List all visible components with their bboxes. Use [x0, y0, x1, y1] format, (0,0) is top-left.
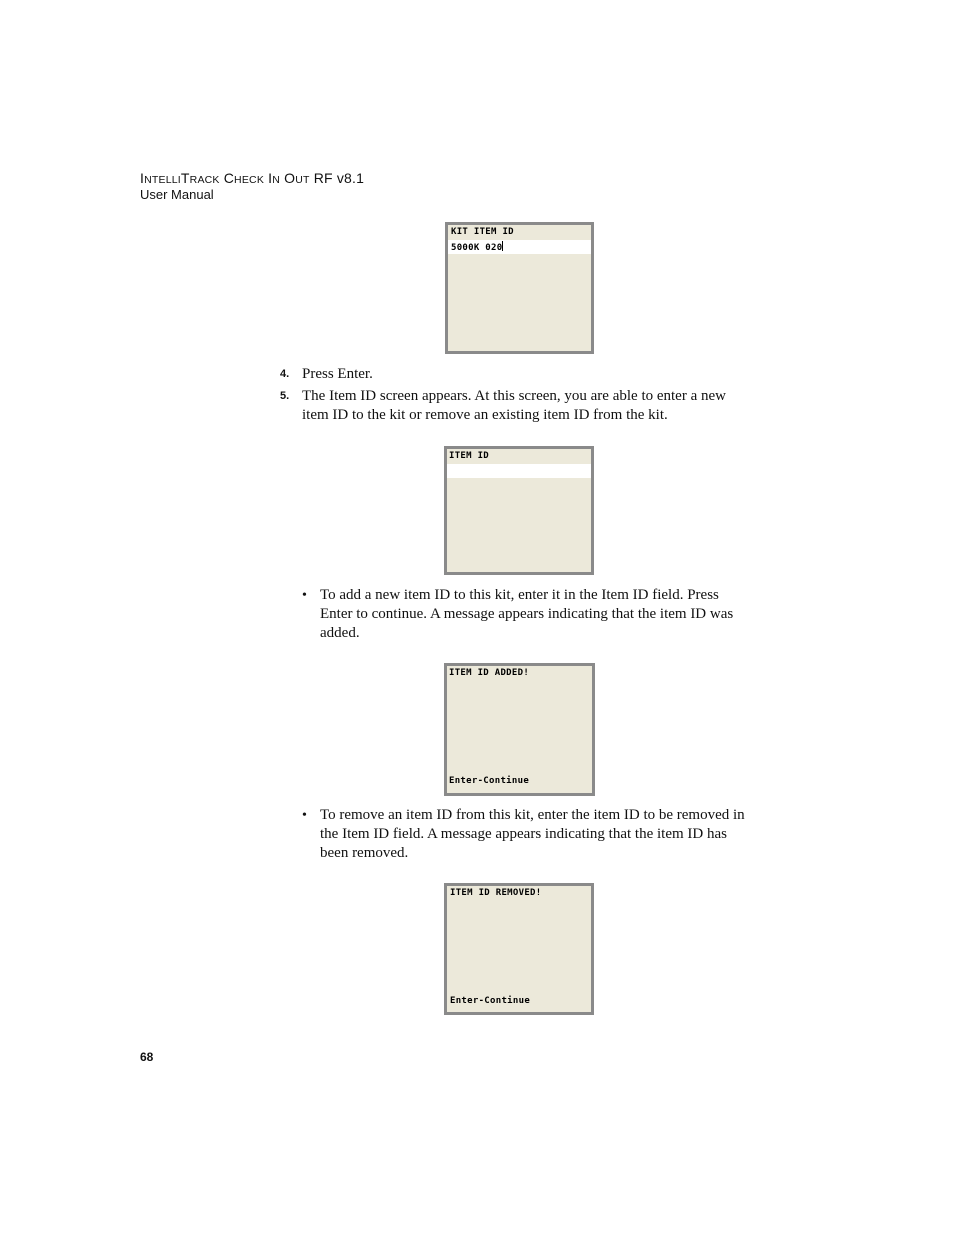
kit-item-id-field-value: 5000K 020 — [451, 243, 503, 253]
screen-title: KIT ITEM ID — [451, 227, 514, 237]
text-cursor — [502, 241, 503, 251]
kit-item-id-field — [448, 240, 591, 254]
bullet-text: To add a new item ID to this kit, enter it in the Item ID field. Press Enter to continue. A message appears indicating that the item ID was added. — [320, 587, 734, 641]
item-id-field — [447, 464, 591, 478]
document-subtitle: User Manual — [140, 187, 214, 202]
bullet-symbol: • — [302, 808, 307, 823]
item-id-added-screenshot — [444, 663, 595, 796]
document-title: INTELLITRACK CHECK IN OUT RF v8.1 — [140, 170, 365, 186]
screen-title: ITEM ID REMOVED! — [450, 888, 542, 898]
step-number: 4. — [280, 368, 290, 380]
step-number: 5. — [280, 390, 290, 402]
step-text: The Item ID screen appears. At this screen, you are able to enter a new item ID to the kit or remove an existing item ID from the kit. — [302, 388, 726, 423]
item-id-screenshot — [444, 446, 594, 575]
enter-continue-prompt: Enter-Continue — [449, 776, 530, 786]
item-id-removed-screenshot — [444, 883, 594, 1015]
bullet-text: To remove an item ID from this kit, enter the item ID to be removed in the Item ID field. A message appears indicating that the item ID has been removed. — [320, 807, 745, 861]
bullet-symbol: • — [302, 588, 307, 603]
screen-title: ITEM ID — [449, 451, 490, 461]
page-number: 68 — [140, 1050, 154, 1064]
step-text: Press Enter. — [302, 366, 373, 382]
enter-continue-prompt: Enter-Continue — [450, 996, 531, 1006]
screen-title: ITEM ID ADDED! — [449, 668, 530, 678]
kit-item-id-screenshot — [445, 222, 594, 354]
